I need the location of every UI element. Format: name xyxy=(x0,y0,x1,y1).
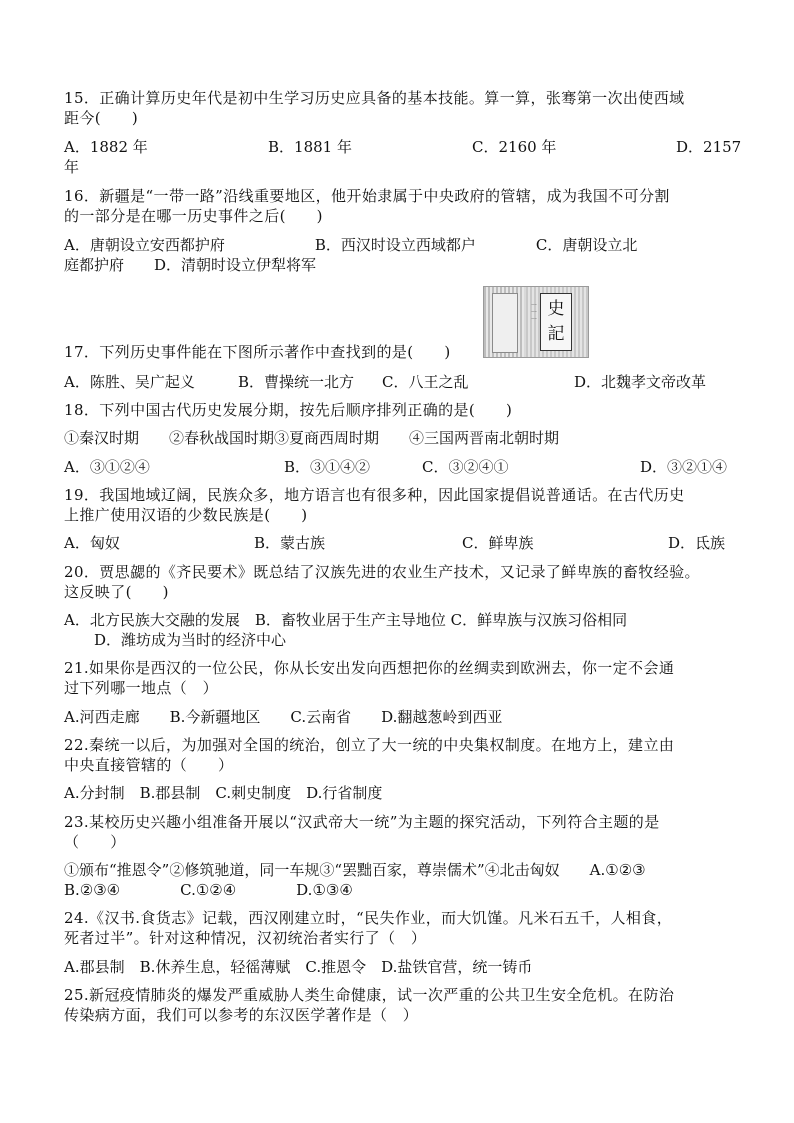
q19-option-b[interactable]: B．蒙古族 xyxy=(254,534,326,552)
q16-stem-line-2: 的一部分是在哪一历史事件之后( ) xyxy=(64,207,323,225)
q23-items-and-option-a: ①颁布“推恩令”②修筑驰道，同一车规③“罢黜百家，尊崇儒术”④北击匈奴 A.①②③ xyxy=(64,861,646,879)
q15-stem-line-2: 距今( ) xyxy=(64,109,139,127)
q25-stem-line-2: 传染病方面，我们可以参考的东汉医学著作是（ ） xyxy=(64,1006,419,1024)
q21-stem-line-2: 过下列哪一地点（ ） xyxy=(64,679,219,697)
q21-options[interactable]: A.河西走廊 B.今新疆地区 C.云南省 D.翻越葱岭到西亚 xyxy=(64,708,503,726)
q15-options xyxy=(64,137,742,157)
q18-options xyxy=(64,457,730,477)
q18-option-c[interactable]: C．③②④① xyxy=(422,458,509,476)
q24-stem-line-1: 24.《汉书.食货志》记载，西汉刚建立时，“民失作业，而大饥馑。凡米石五千，人相食， xyxy=(64,909,673,927)
q15-option-c[interactable]: C．2160 年 xyxy=(472,138,557,156)
q20-stem-line-1: 20．贾思勰的《齐民要术》既总结了汉族先进的农业生产技术，又记录了鲜卑族的畜牧经验。 xyxy=(64,563,700,581)
q17-options xyxy=(64,372,730,392)
q15-option-d[interactable]: D．2157 xyxy=(676,138,742,156)
q20-options-line-1: A．北方民族大交融的发展 B．畜牧业居于生产主导地位 C．鲜卑族与汉族习俗相同 xyxy=(64,611,628,629)
q15-stem-line-1: 15．正确计算历史年代是初中生学习历史应具备的基本技能。算一算，张骞第一次出使西域 xyxy=(64,89,685,107)
q23-stem-line-2: （ ） xyxy=(64,833,126,851)
q17-option-c[interactable]: C．八王之乱 xyxy=(382,373,469,391)
q18-items: ①秦汉时期 ②春秋战国时期③夏商西周时期 ④三国两晋南北朝时期 xyxy=(64,429,560,447)
q22-options[interactable]: A.分封制 B.郡县制 C.刺史制度 D.行省制度 xyxy=(64,784,383,802)
q17-stem: 17．下列历史事件能在下图所示著作中查找到的是( ) xyxy=(64,343,451,361)
q18-option-a[interactable]: A．③①②④ xyxy=(64,458,150,476)
q23-stem-line-1: 23.某校历史兴趣小组准备开展以“汉武帝大一统”为主题的探究活动，下列符合主题的是 xyxy=(64,813,660,831)
q16-options-line-2: 庭都护府 D．清朝时设立伊犁将军 xyxy=(64,256,317,274)
q25-stem-line-1: 25.新冠疫情肺炎的爆发严重威胁人类生命健康，试一次严重的公共卫生安全危机。在防治 xyxy=(64,986,675,1004)
q18-option-d[interactable]: D．③②①④ xyxy=(640,458,728,476)
q23-options-bcd[interactable]: B.②③④ C.①②④ D.①③④ xyxy=(64,881,353,899)
q20-stem-line-2: 这反映了( ) xyxy=(64,583,169,601)
book-title-text: 史記 xyxy=(547,299,565,344)
q19-option-d[interactable]: D．氐族 xyxy=(668,534,726,552)
q22-stem-line-2: 中央直接管辖的（ ） xyxy=(64,756,234,774)
q19-option-c[interactable]: C．鲜卑族 xyxy=(462,534,534,552)
q17-option-a[interactable]: A．陈胜、吴广起义 xyxy=(64,373,195,391)
q16-options-line-1: A．唐朝设立安西都护府 B．西汉时设立西域都户 C．唐朝设立北 xyxy=(64,236,638,254)
q19-options xyxy=(64,533,730,553)
q19-option-a[interactable]: A．匈奴 xyxy=(64,534,120,552)
label-side-text: ··· ··· ··· xyxy=(531,302,537,323)
q17-option-d[interactable]: D．北魏孝文帝改革 xyxy=(574,373,707,391)
q21-stem-line-1: 21.如果你是西汉的一位公民，你从长安出发向西想把你的丝绸卖到欧洲去，你一定不会通 xyxy=(64,659,675,677)
q15-option-b[interactable]: B．1881 年 xyxy=(268,138,352,156)
q19-stem-line-1: 19．我国地域辽阔，民族众多，地方语言也有很多种，因此国家提倡说普通话。在古代历史 xyxy=(64,486,685,504)
q24-options[interactable]: A.郡县制 B.休养生息，轻徭薄赋 C.推恩令 D.盐铁官营，统一铸币 xyxy=(64,958,533,976)
q15-option-a[interactable]: A．1882 年 xyxy=(64,138,148,156)
q16-stem-line-1: 16．新疆是“一带一路”沿线重要地区，他开始隶属于中央政府的管辖，成为我国不可分割 xyxy=(64,187,670,205)
q17-option-b[interactable]: B．曹操统一北方 xyxy=(238,373,355,391)
q24-stem-line-2: 死者过半”。针对这种情况，汉初统治者实行了（ ） xyxy=(64,929,427,947)
q18-option-b[interactable]: B．③①④② xyxy=(284,458,371,476)
q18-stem: 18．下列中国古代历史发展分期，按先后顺序排列正确的是( ) xyxy=(64,401,513,419)
q20-options-line-2: D．潍坊成为当时的经济中心 xyxy=(64,631,287,649)
q19-stem-line-2: 上推广使用汉语的少数民族是( ) xyxy=(64,506,308,524)
q22-stem-line-1: 22.秦统一以后，为加强对全国的统治，创立了大一统的中央集权制度。在地方上，建立由 xyxy=(64,736,675,754)
q15-option-d-wrap: 年 xyxy=(64,158,80,176)
